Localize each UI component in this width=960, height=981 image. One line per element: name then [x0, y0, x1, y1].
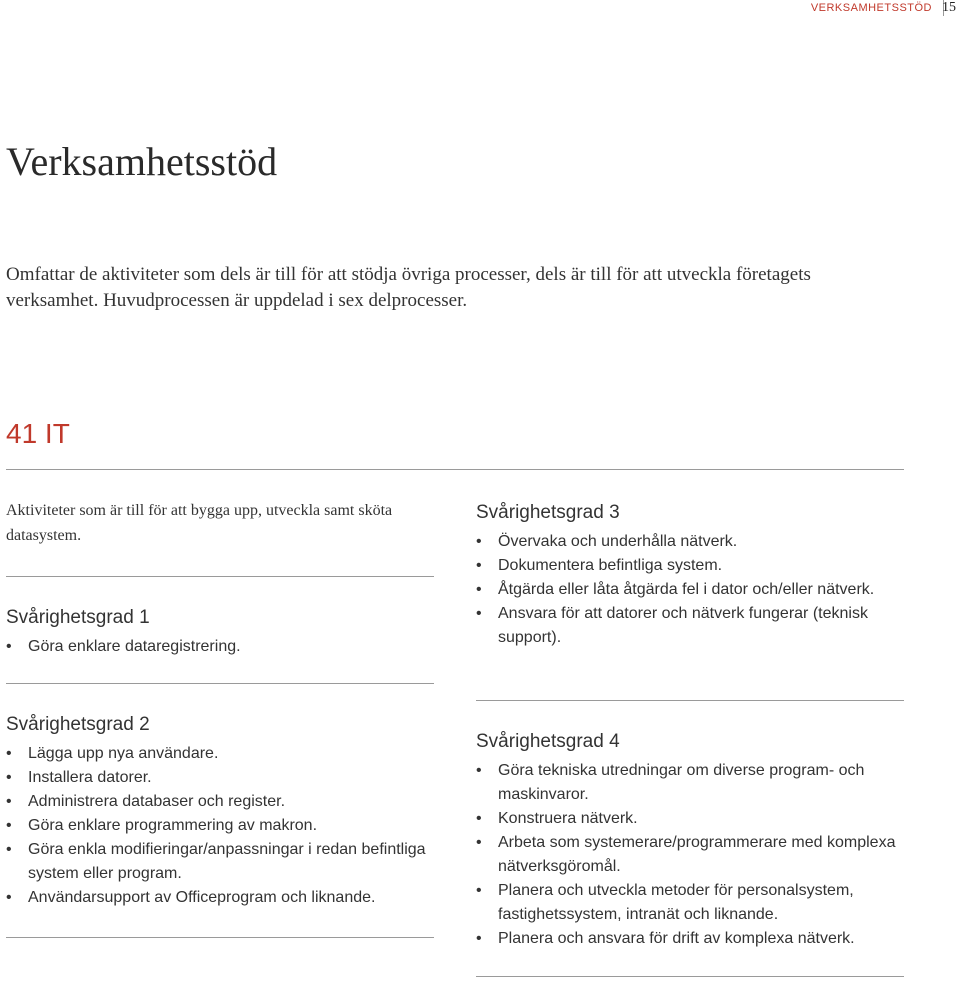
list-item: • Göra enklare dataregistrering. [6, 635, 436, 659]
bullet-icon: • [6, 745, 12, 762]
grade-3 [476, 500, 892, 650]
grade-3-list [476, 530, 892, 650]
grade-4-list [476, 759, 906, 951]
list-item: • Konstruera nätverk. [476, 807, 906, 831]
list-item: • Planera och ansvara för drift av komplexa nätverk. [476, 927, 906, 951]
bullet-icon: • [6, 638, 12, 655]
divider-right-1 [476, 700, 904, 701]
bullet-icon: • [476, 930, 482, 947]
grade-2 [6, 712, 438, 910]
intro-paragraph: Omfattar de aktiviteter som dels är till för att stödja övriga processer, dels är till för att utveckla företagets verksamhet. Huvudprocessen är uppdelad i sex delprocesser. [6, 264, 811, 311]
running-header: VERKSAMHETSSTÖD [810, 2, 932, 14]
bullet-icon: • [6, 793, 12, 810]
bullet-icon: • [476, 533, 482, 550]
bullet-icon: • [6, 769, 12, 786]
list-item: • Lägga upp nya användare. [6, 742, 438, 766]
bullet-icon: • [6, 841, 12, 858]
bullet-icon: • [476, 882, 482, 899]
list-item: • Arbeta som systemerare/programmerare med komplexa nätverksgöromål. [476, 831, 906, 879]
grade-4-title: Svårighetsgrad 4 [476, 731, 620, 752]
section-rule [6, 469, 904, 470]
divider-left-2 [6, 683, 434, 684]
list-item: • Göra enklare programmering av makron. [6, 814, 438, 838]
divider-left-3 [6, 937, 434, 938]
grade-1 [6, 605, 436, 659]
list-item: • Övervaka och underhålla nätverk. [476, 530, 892, 554]
bullet-icon: • [6, 889, 12, 906]
bullet-icon: • [476, 834, 482, 851]
grade-1-title: Svårighetsgrad 1 [6, 607, 150, 628]
grade-2-title: Svårighetsgrad 2 [6, 714, 150, 735]
grade-3-title: Svårighetsgrad 3 [476, 502, 620, 523]
bullet-icon: • [476, 762, 482, 779]
bullet-icon: • [476, 810, 482, 827]
list-item: • Åtgärda eller låta åtgärda fel i dator och/eller nätverk. [476, 578, 892, 602]
bullet-icon: • [476, 557, 482, 574]
grade-1-list [6, 635, 436, 659]
bullet-icon: • [6, 817, 12, 834]
list-item: • Planera och utveckla metoder för personalsystem, fastighetssystem, intranät och liknande. [476, 879, 906, 927]
list-item: • Installera datorer. [6, 766, 438, 790]
page-title: Verksamhetsstöd [6, 139, 278, 184]
section-title: 41 IT [6, 418, 70, 449]
bullet-icon: • [476, 581, 482, 598]
divider-left-1 [6, 576, 434, 577]
bullet-icon: • [476, 605, 482, 622]
list-item: • Dokumentera befintliga system. [476, 554, 892, 578]
list-item: • Användarsupport av Officeprogram och liknande. [6, 886, 438, 910]
list-item: • Administrera databaser och register. [6, 790, 438, 814]
section-description: Aktiviteter som är till för att bygga upp, utveckla samt sköta datasystem. [6, 502, 393, 544]
divider-right-2 [476, 976, 904, 977]
grade-2-list [6, 742, 438, 910]
list-item: • Ansvara för att datorer och nätverk fungerar (teknisk support). [476, 602, 892, 650]
page-number: 15 [942, 0, 956, 15]
list-item: • Göra tekniska utredningar om diverse program- och maskinvaror. [476, 759, 906, 807]
grade-4 [476, 729, 906, 951]
list-item: • Göra enkla modifieringar/anpassningar i redan befintliga system eller program. [6, 838, 438, 886]
